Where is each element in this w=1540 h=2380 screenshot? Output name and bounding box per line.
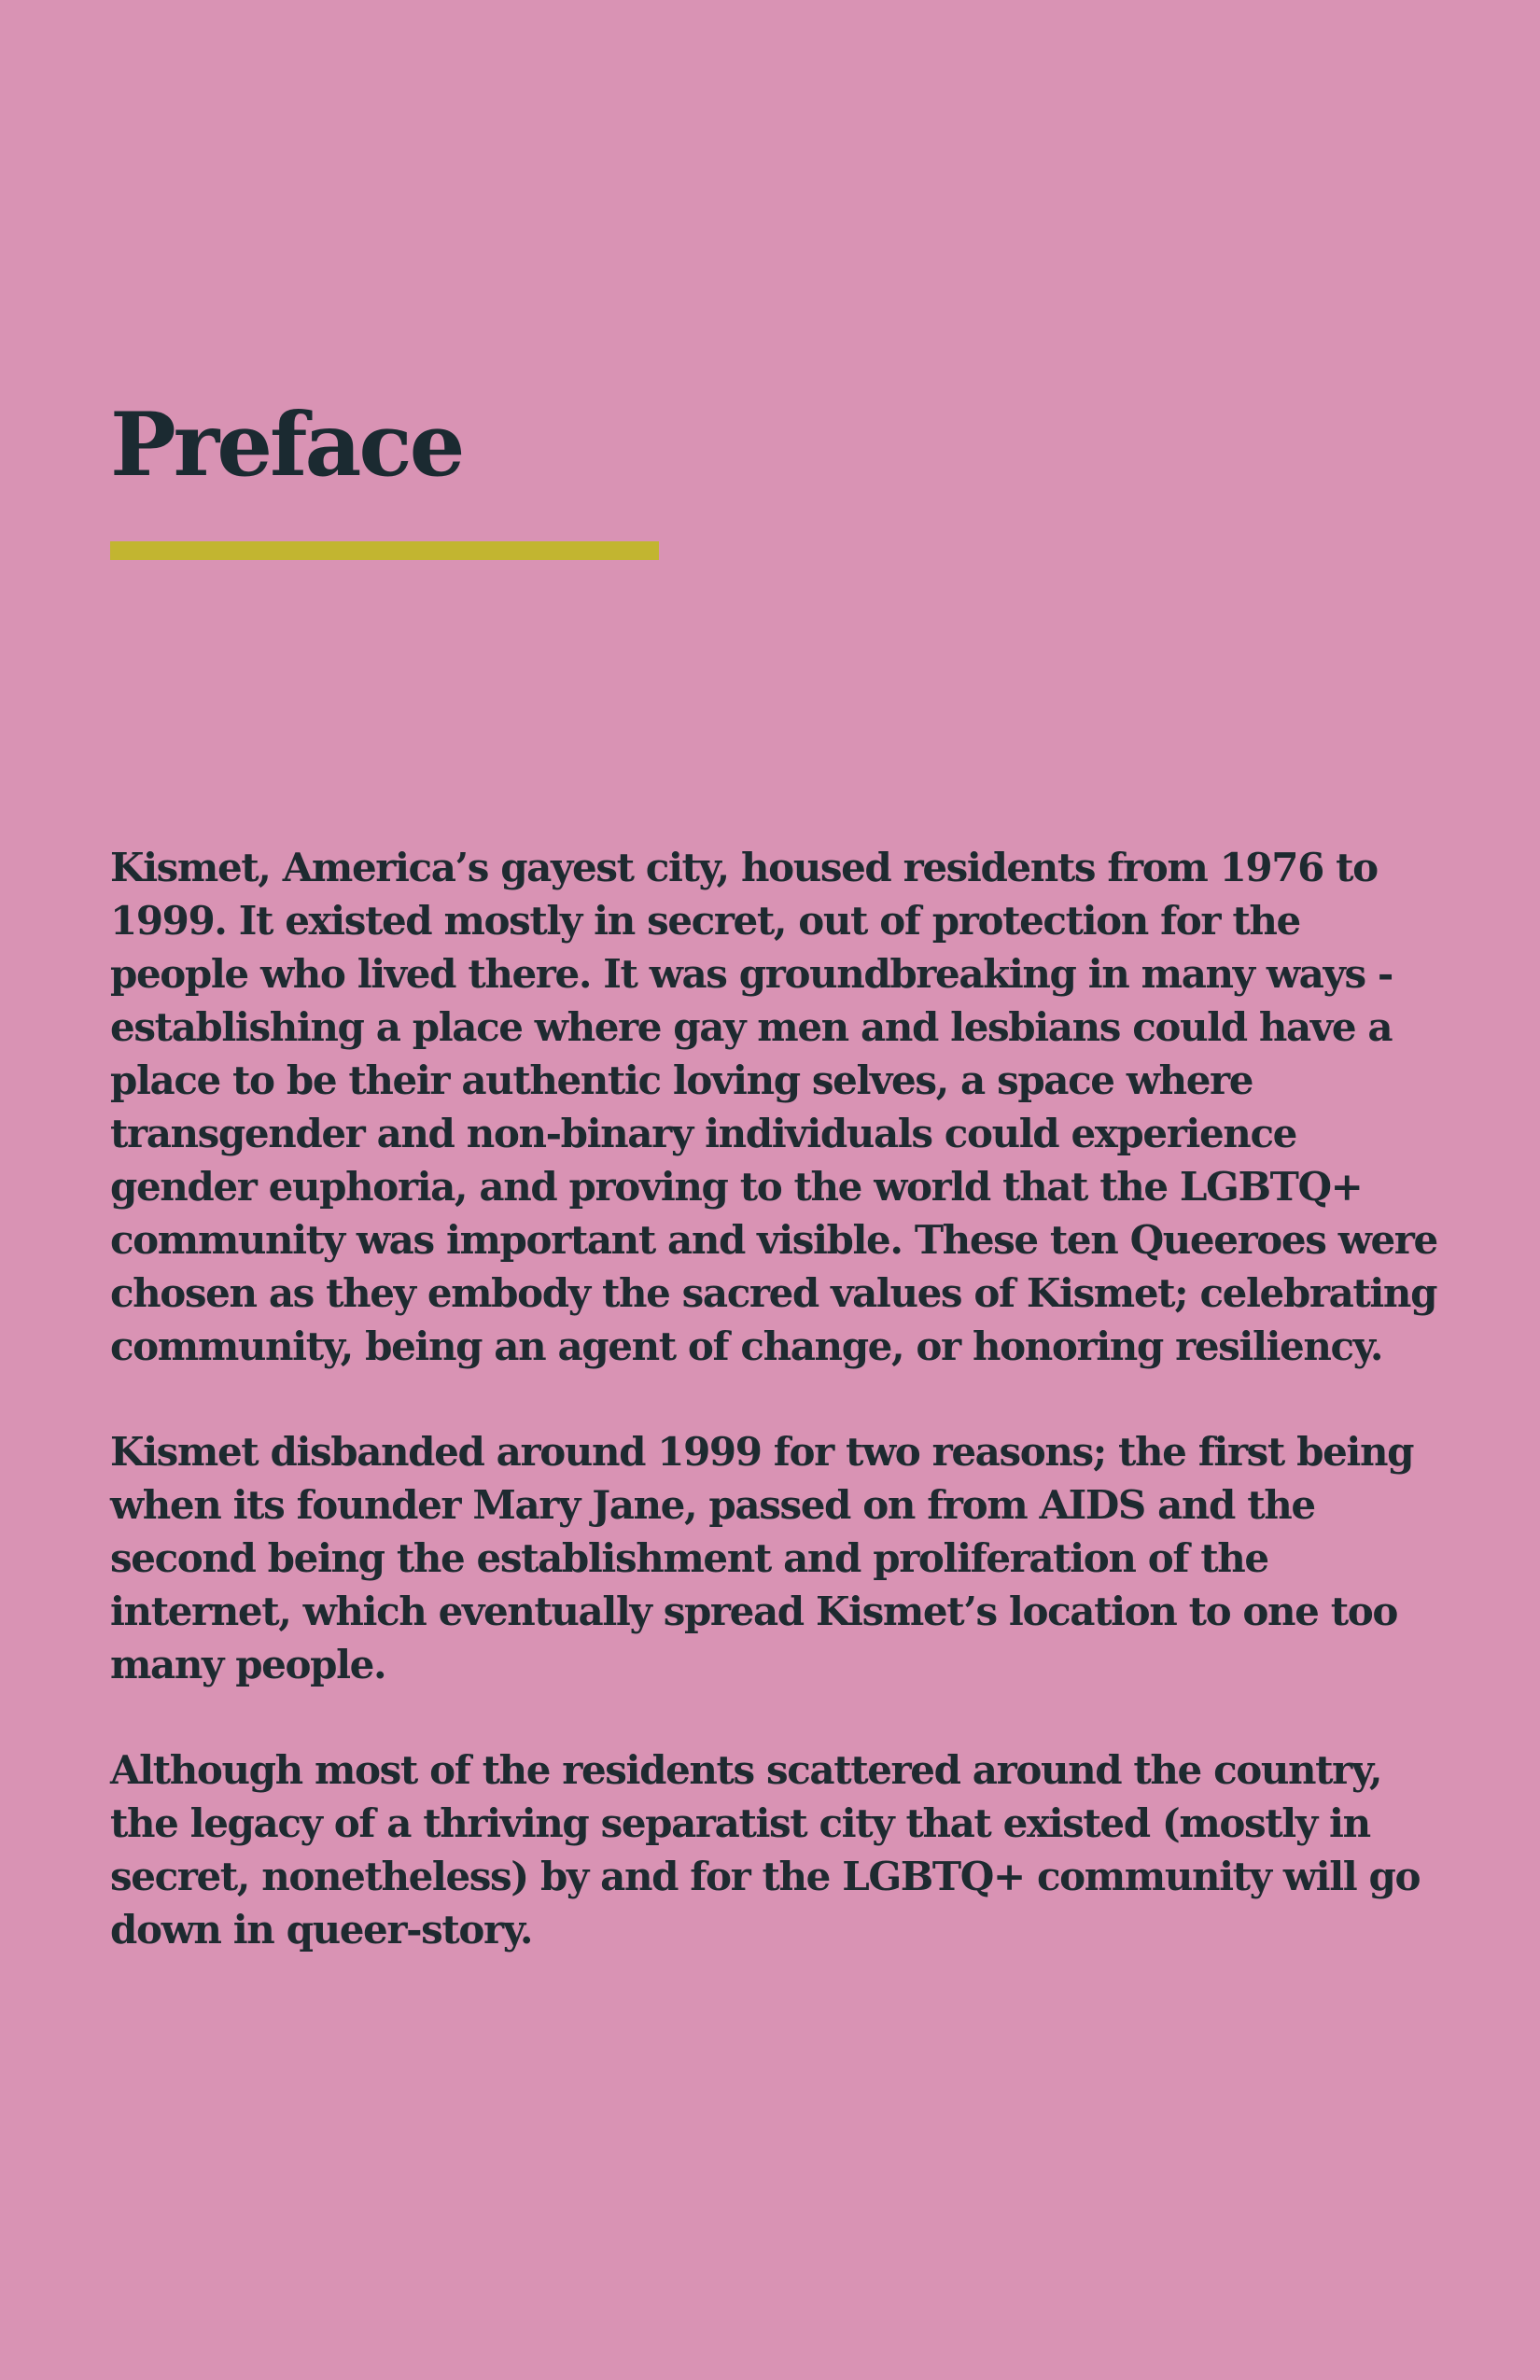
paragraph-history: Kismet, America’s gayest city, housed residents from 1976 to 1999. It existed mostly in secret, out of protection for the people who lived there. It was groundbreaking in many ways - establishing a place where gay men and lesbians could have a place to be their authentic loving selves, a space where transgender and non-binary individuals could experience gender euphoria, and proving to the world that the LGBTQ+ community was important and visible. These ten Queeroes were chosen as they embody the sacred values of Kismet; celebrating community, being an agent of change, or honoring resiliency. xyxy=(110,845,1437,1369)
body-text xyxy=(110,841,1445,2009)
page-title: Preface xyxy=(110,394,463,497)
paragraph-legacy: Although most of the residents scattered around the country, the legacy of a thriving separatist city that existed (mostly in secret, nonetheless) by and for the LGBTQ+ community will go down in queer-story. xyxy=(110,1747,1421,1953)
paragraph-disbanding: Kismet disbanded around 1999 for two reasons; the first being when its founder Mary Jane, passed on from AIDS and the second being the establishment and proliferation of the internet, which eventually spread Kismet’s location to one too many people. xyxy=(110,1429,1414,1687)
title-underline xyxy=(110,541,659,560)
